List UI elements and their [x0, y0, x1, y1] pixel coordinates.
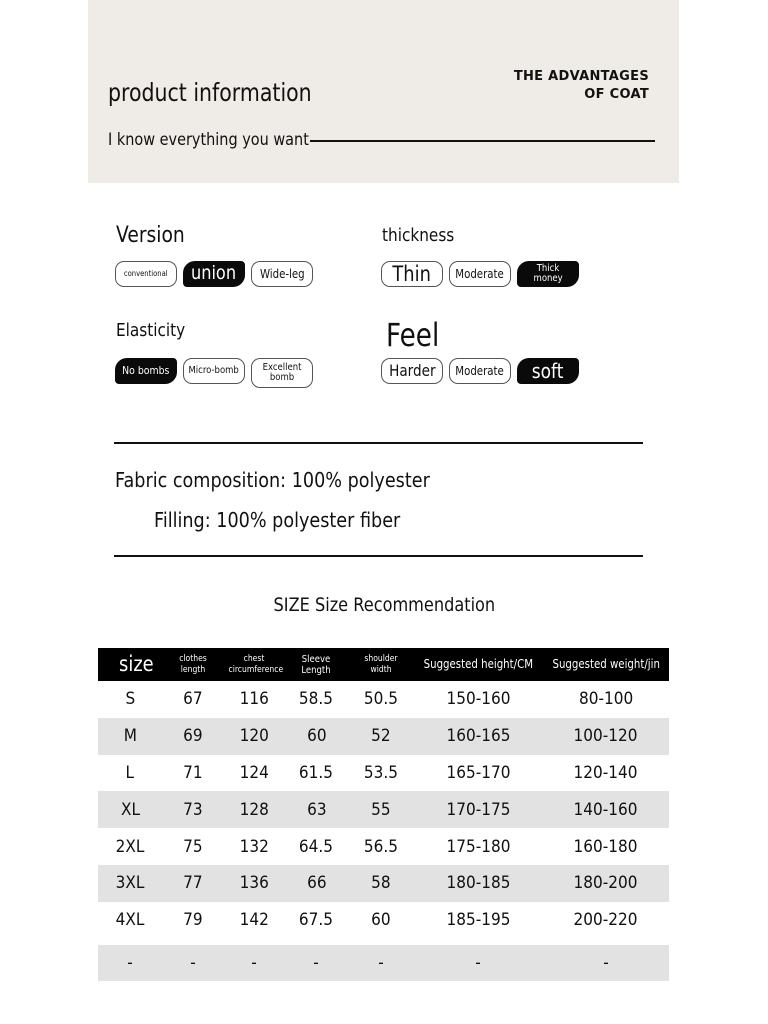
table-cell: 77	[162, 865, 222, 902]
table-cell: -	[348, 942, 414, 982]
header-suggested-height: Suggested height/CM	[414, 648, 543, 681]
version-option-wide-leg: Wide-leg	[251, 261, 313, 287]
elasticity-option-no-bombs: No bombs	[115, 358, 177, 384]
elasticity-option-excellent-bomb: Excellent bomb	[251, 358, 313, 388]
table-row	[98, 791, 669, 828]
table-cell: 120	[223, 718, 285, 755]
feel-option-soft: soft	[517, 358, 579, 384]
table-cell: 71	[182, 762, 203, 783]
feel-option-harder: Harder	[381, 358, 443, 384]
section-divider-bottom	[114, 555, 643, 557]
header-clothes-length: clothes length	[162, 648, 222, 681]
table-cell: 116	[239, 689, 269, 710]
table-cell: 67	[182, 689, 203, 710]
version-option-conventional: conventional	[115, 261, 177, 287]
header-size: size	[98, 648, 162, 681]
table-cell: 3XL	[98, 865, 162, 902]
table-cell: -	[543, 942, 669, 982]
table-cell: 100-120	[543, 718, 669, 755]
feel-options	[381, 358, 579, 384]
table-cell: -	[285, 942, 347, 982]
table-cell: 160-180	[573, 836, 638, 857]
table-cell: 165-170	[446, 762, 511, 783]
table-cell: 67.5	[299, 910, 334, 931]
table-cell: 58.5	[299, 689, 334, 710]
table-cell: 80-100	[578, 689, 633, 710]
table-cell: 136	[223, 865, 285, 902]
header-sleeve-length: Sleeve Length	[285, 648, 347, 681]
table-cell: 128	[223, 791, 285, 828]
size-chart-title: SIZE Size Recommendation	[273, 594, 495, 616]
page-title: product information	[108, 78, 312, 107]
table-cell: XL	[98, 791, 162, 828]
table-cell: -	[162, 942, 222, 982]
table-cell: -	[414, 942, 543, 982]
table-cell: 120-140	[573, 762, 638, 783]
table-cell: 124	[239, 762, 269, 783]
table-row	[98, 755, 669, 792]
table-cell: 66	[285, 865, 347, 902]
size-chart-header-row	[98, 648, 669, 681]
filling-composition: Filling: 100% polyester fiber	[154, 508, 401, 532]
table-cell: -	[98, 942, 162, 982]
table-cell: 170-175	[414, 791, 543, 828]
table-row	[98, 865, 669, 902]
advantages-line-1: THE ADVANTAGES	[513, 69, 649, 84]
table-cell: 175-180	[446, 836, 511, 857]
table-row	[98, 681, 669, 718]
table-cell: 60	[285, 718, 347, 755]
table-cell: 64.5	[299, 836, 334, 857]
header-divider	[310, 140, 655, 142]
version-options	[115, 261, 313, 287]
table-cell: 142	[239, 910, 269, 931]
advantages-line-2: OF COAT	[584, 87, 649, 102]
table-cell: 132	[239, 836, 269, 857]
section-divider-top	[114, 442, 643, 444]
table-cell: 55	[348, 791, 414, 828]
table-cell: 61.5	[299, 762, 334, 783]
thickness-option-thin: Thin	[381, 261, 443, 287]
table-row	[98, 942, 669, 982]
table-cell: 140-160	[543, 791, 669, 828]
table-cell: 50.5	[363, 689, 398, 710]
table-cell: 60	[371, 910, 391, 931]
table-cell: 73	[162, 791, 222, 828]
table-cell: M	[98, 718, 162, 755]
version-label: Version	[116, 223, 185, 248]
table-cell: 63	[285, 791, 347, 828]
advantages-heading	[514, 68, 649, 104]
table-cell: 2XL	[115, 836, 145, 857]
table-row	[98, 902, 669, 942]
table-cell: 53.5	[363, 762, 398, 783]
table-cell: 69	[162, 718, 222, 755]
table-cell: L	[125, 762, 135, 783]
header-shoulder-width: shoulder width	[348, 648, 414, 681]
elasticity-options	[115, 358, 313, 388]
thickness-option-moderate: Moderate	[449, 261, 511, 287]
table-cell: 4XL	[115, 910, 145, 931]
size-chart-table	[98, 648, 669, 981]
table-cell: 150-160	[446, 689, 511, 710]
table-cell: 52	[348, 718, 414, 755]
feel-option-moderate: Moderate	[449, 358, 511, 384]
table-cell: 58	[348, 865, 414, 902]
elasticity-option-micro-bomb: Micro-bomb	[183, 358, 245, 384]
feel-label: Feel	[386, 316, 440, 354]
table-cell: 79	[182, 910, 203, 931]
header-suggested-weight: Suggested weight/jin	[543, 648, 669, 681]
table-cell: 200-220	[573, 910, 638, 931]
thickness-options	[381, 261, 579, 287]
table-row	[98, 718, 669, 755]
table-cell: 180-200	[543, 865, 669, 902]
table-cell: 75	[182, 836, 203, 857]
table-cell: 185-195	[446, 910, 511, 931]
table-cell: 180-185	[414, 865, 543, 902]
table-row	[98, 828, 669, 865]
fabric-composition: Fabric composition: 100% polyester	[115, 468, 430, 492]
table-cell: 160-165	[414, 718, 543, 755]
header-banner	[88, 0, 679, 183]
table-cell: 56.5	[363, 836, 398, 857]
table-cell: S	[125, 689, 136, 710]
version-option-union: union	[183, 261, 245, 287]
thickness-option-thick-money: Thick money	[517, 261, 579, 287]
elasticity-label: Elasticity	[116, 320, 186, 341]
page-subtitle: I know everything you want	[108, 130, 309, 150]
table-cell: -	[223, 942, 285, 982]
header-chest-circumference: chest circumference	[223, 648, 285, 681]
thickness-label: thickness	[382, 225, 455, 246]
